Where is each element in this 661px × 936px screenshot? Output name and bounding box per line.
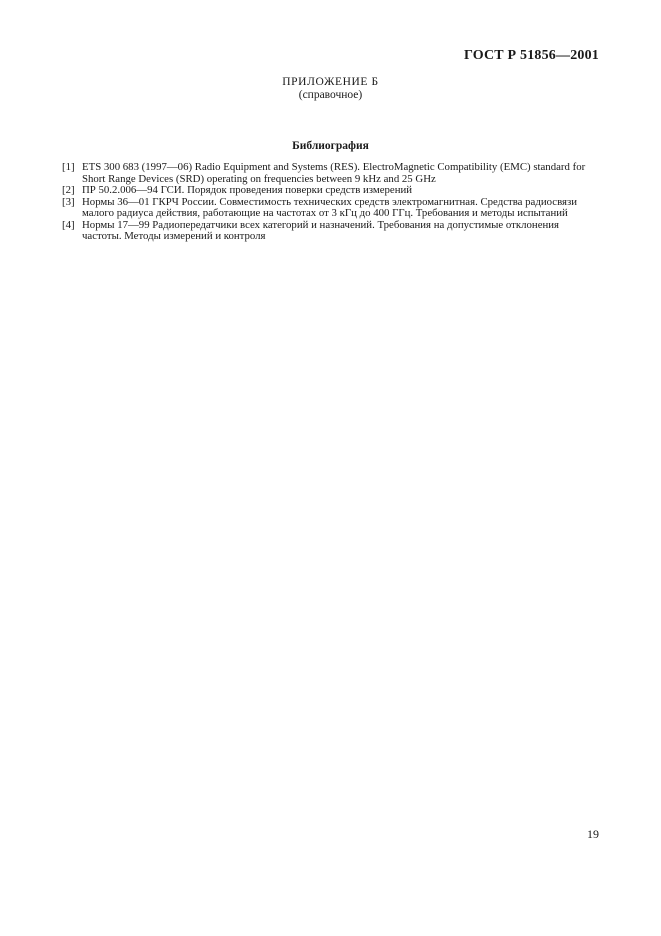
bibliography-item-text <box>82 162 598 185</box>
bibliography-item-line: Нормы 17—99 Радиопередатчики всех категорий и назначений. Требования на допустимые отклонения <box>82 218 560 231</box>
appendix-subtitle: (справочное) <box>298 89 363 101</box>
bibliography-item-line: малого радиуса действия, работающие на частотах от 3 кГц до 400 ГГц. Требования и методы испытаний <box>82 207 568 219</box>
bibliography-item-number: [2] <box>62 184 75 196</box>
bibliography-item-text <box>82 220 598 243</box>
bibliography-heading: Библиография <box>292 140 369 152</box>
bibliography-item <box>62 220 598 243</box>
bibliography-item-text <box>82 185 598 197</box>
bibliography-item-text <box>82 197 598 220</box>
page-number: 19 <box>587 827 599 841</box>
appendix-block <box>0 76 661 102</box>
appendix-title: ПРИЛОЖЕНИЕ Б <box>282 76 379 88</box>
bibliography-item <box>62 162 598 185</box>
bibliography-item-number: [3] <box>62 195 75 208</box>
bibliography-item-line: Short Range Devices (SRD) operating on frequencies between 9 kHz and 25 GHz <box>82 172 436 185</box>
bibliography-item-line: частоты. Методы измерений и контроля <box>82 230 266 242</box>
standard-code: ГОСТ Р 51856—2001 <box>463 48 599 63</box>
bibliography-item-line: ETS 300 683 (1997—06) Radio Equipment and Systems (RES). ElectroMagnetic Compatibility (EMC) standard for <box>82 161 586 173</box>
bibliography-list <box>62 162 598 243</box>
bibliography-item-line: Нормы 36—01 ГКРЧ России. Совместимость технических средств электромагнитная. Средства радиосвязи <box>82 195 578 208</box>
bibliography-item <box>62 185 598 197</box>
bibliography-item-number: [4] <box>62 218 75 231</box>
bibliography-item-number: [1] <box>62 161 75 173</box>
bibliography-item-line: ПР 50.2.006—94 ГСИ. Порядок проведения поверки средств измерений <box>82 184 413 196</box>
bibliography-item <box>62 197 598 220</box>
